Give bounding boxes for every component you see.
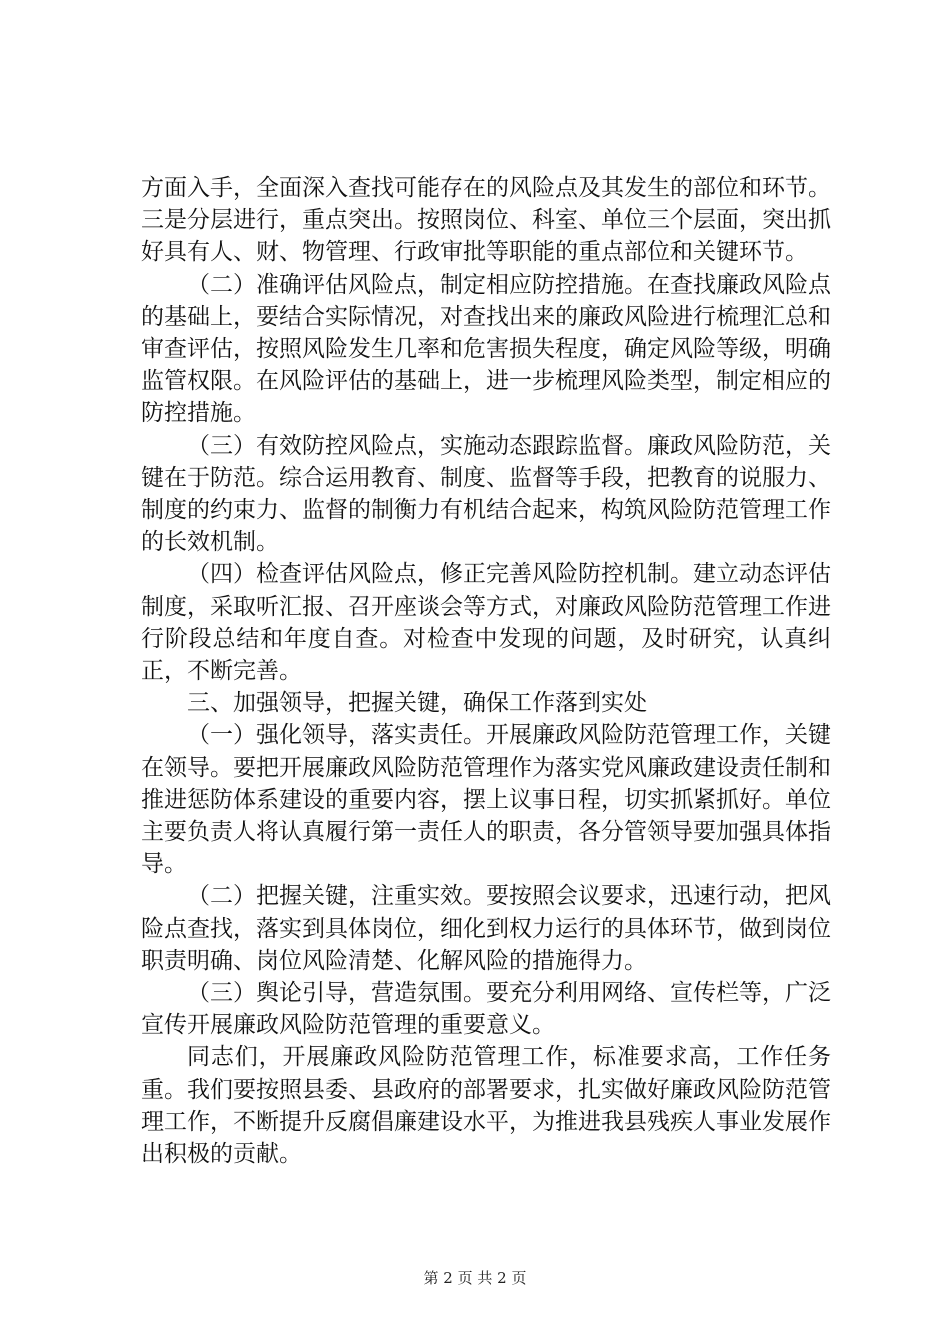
paragraph-continuation: 方面入手，全面深入查找可能存在的风险点及其发生的部位和环节。三是分层进行，重点突出。按照岗位、科室、单位三个层面，突出抓好具有人、财、物管理、行政审批等职能的重点部位和关键环节。: [141, 175, 831, 266]
paragraph-closing: 同志们，开展廉政风险防范管理工作，标准要求高，工作任务重。我们要按照县委、县政府的部署要求，扎实做好廉政风险防范管理工作，不断提升反腐倡廉建设水平，为推进我县残疾人事业发展作出积极的贡献。: [141, 1044, 831, 1168]
paragraph-check-risk: （四）检查评估风险点，修正完善风险防控机制。建立动态评估制度，采取听汇报、召开座谈会等方式，对廉政风险防范管理工作进行阶段总结和年度自查。对检查中发现的问题，及时研究，认真纠正，不断完善。: [141, 561, 831, 685]
section-heading-three: 三、加强领导，把握关键，确保工作落到实处: [187, 690, 647, 717]
page-footer: 第 2 页 共 2 页: [423, 1269, 527, 1287]
paragraph-public-opinion: （三）舆论引导，营造氛围。要充分利用网络、宣传栏等，广泛宣传开展廉政风险防范管理的重要意义。: [141, 980, 831, 1039]
paragraph-key-points: （二）把握关键，注重实效。要按照会议要求，迅速行动，把风险点查找，落实到具体岗位，细化到权力运行的具体环节，做到岗位职责明确、岗位风险清楚、化解风险的措施得力。: [141, 883, 831, 974]
paragraph-assess-risk: （二）准确评估风险点，制定相应防控措施。在查找廉政风险点的基础上，要结合实际情况，对查找出来的廉政风险进行梳理汇总和审查评估，按照风险发生几率和危害损失程度，确定风险等级，明确监管权限。在风险评估的基础上，进一步梳理风险类型，制定相应的防控措施。: [141, 271, 831, 427]
paragraph-control-risk: （三）有效防控风险点，实施动态跟踪监督。廉政风险防范，关键在于防范。综合运用教育、制度、监督等手段，把教育的说服力、制度的约束力、监督的制衡力有机结合起来，构筑风险防范管理工作的长效机制。: [141, 432, 831, 556]
document-body: [141, 172, 831, 1170]
paragraph-leadership: （一）强化领导，落实责任。开展廉政风险防范管理工作，关键在领导。要把开展廉政风险防范管理作为落实党风廉政建设责任制和推进惩防体系建设的重要内容，摆上议事日程，切实抓紧抓好。单位主要负责人将认真履行第一责任人的职责，各分管领导要加强具体指导。: [141, 722, 831, 878]
